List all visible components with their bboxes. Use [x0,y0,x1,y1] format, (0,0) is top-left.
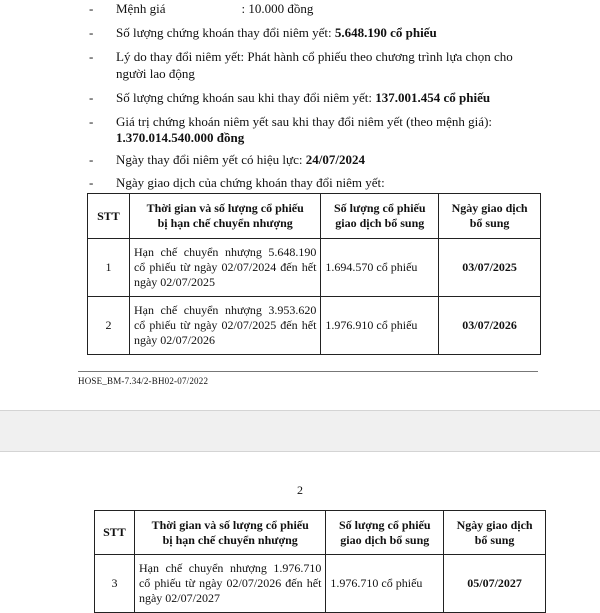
trading-schedule-table [87,193,541,355]
footer-divider [78,371,538,372]
effective-date-line: Ngày thay đổi niêm yết có hiệu lực: 24/07/2024 [116,152,365,167]
table-row [88,239,541,297]
reason-line: Lý do thay đổi niêm yết: Phát hành cổ phiếu theo chương trình lựa chọn cho [116,49,513,64]
row-quantity: 1.976.710 cổ phiếu [326,555,444,613]
row-description: Hạn chế chuyển nhượng 5.648.190 cổ phiếu từ ngày 02/07/2024 đến hết ngày 02/07/2025 [129,239,320,297]
bullet-dash: - [89,175,94,190]
bullet-dash: - [89,152,94,167]
row-quantity: 1.976.910 cổ phiếu [321,297,439,355]
form-code-footer: HOSE_BM-7.34/2-BH02-07/2022 [78,376,209,386]
header-quantity: Số lượng cổ phiếu giao dịch bổ sung [326,511,444,555]
total-value-amount: 1.370.014.540.000 đồng [116,130,245,145]
header-period: Thời gian và số lượng cổ phiếu bị hạn chế chuyển nhượng [134,511,325,555]
bullet-dash: - [89,90,94,105]
par-value-line: Mệnh giá : 10.000 đồng [116,1,314,16]
header-period: Thời gian và số lượng cổ phiếu bị hạn chế chuyển nhượng [129,194,320,239]
trading-schedule-table-cont [94,510,546,613]
header-stt: STT [95,511,135,555]
header-date: Ngày giao dịch bổ sung [444,511,546,555]
document-page-2 [0,452,600,605]
page-break [0,410,600,452]
header-stt: STT [88,194,130,239]
row-date: 05/07/2027 [444,555,546,613]
table-row [95,555,546,613]
trading-dates-line: Ngày giao dịch của chứng khoán thay đổi niêm yết: [116,175,385,190]
header-quantity: Số lượng cổ phiếu giao dịch bổ sung [321,194,439,239]
table-row [88,297,541,355]
total-value-line: Giá trị chứng khoán niêm yết sau khi thay đổi niêm yết (theo mệnh giá): [116,114,493,129]
page-number: 2 [297,483,303,497]
row-stt: 3 [95,555,135,613]
table-header-row [95,511,546,555]
row-stt: 2 [88,297,130,355]
row-date: 03/07/2026 [439,297,541,355]
table-header-row [88,194,541,239]
bullet-dash: - [89,1,94,16]
total-quantity-line: Số lượng chứng khoán sau khi thay đổi niêm yết: 137.001.454 cổ phiếu [116,90,491,105]
header-date: Ngày giao dịch bổ sung [439,194,541,239]
bullet-dash: - [89,25,94,40]
row-description: Hạn chế chuyển nhượng 3.953.620 cổ phiếu từ ngày 02/07/2025 đến hết ngày 02/07/2026 [129,297,320,355]
reason-line-cont: người lao động [116,66,195,81]
row-date: 03/07/2025 [439,239,541,297]
changed-quantity-line: Số lượng chứng khoán thay đổi niêm yết: 5.648.190 cổ phiếu [116,25,437,40]
bullet-dash: - [89,49,94,64]
row-quantity: 1.694.570 cổ phiếu [321,239,439,297]
row-description: Hạn chế chuyển nhượng 1.976.710 cổ phiếu từ ngày 02/07/2026 đến hết ngày 02/07/2027 [134,555,325,613]
row-stt: 1 [88,239,130,297]
bullet-dash: - [89,114,94,129]
